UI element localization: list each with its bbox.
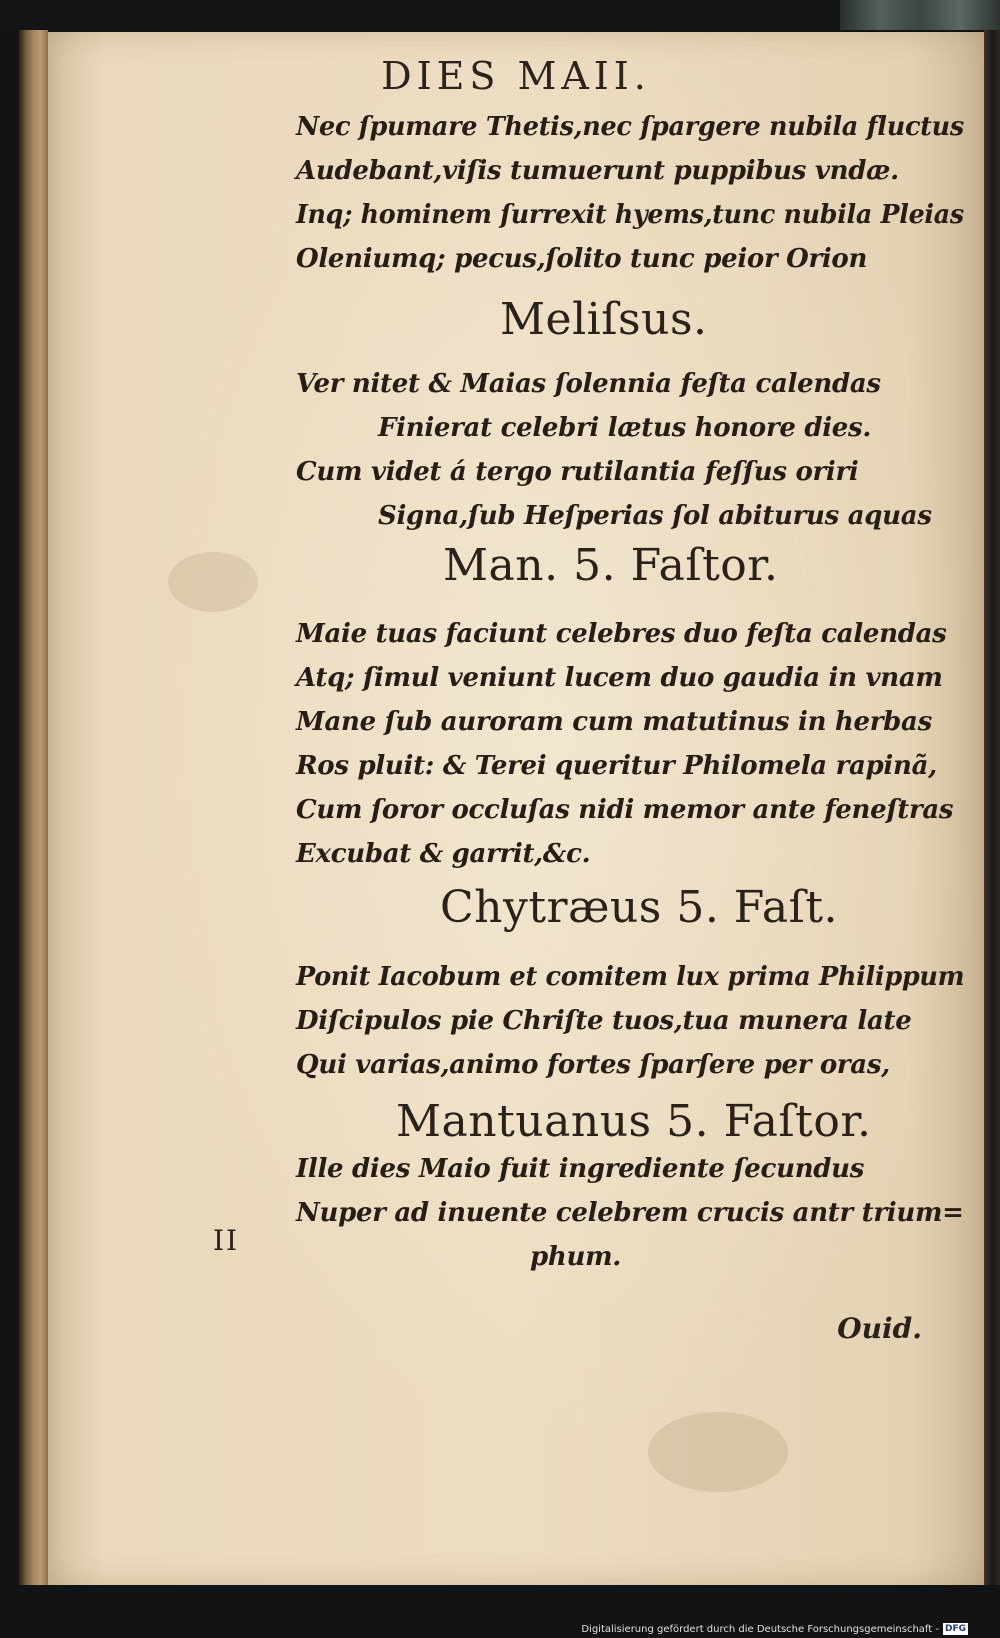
book-page <box>48 32 984 1585</box>
verse-line: Finierat celebri lætus honore dies. <box>378 413 872 443</box>
catchword: Ouid. <box>837 1312 922 1345</box>
verse-line: Ver nitet & Maias ſolennia feſta calendas <box>296 369 881 399</box>
verse-line: Nec ſpumare Thetis,nec ſpargere nubila fluctus <box>296 112 964 142</box>
verse-line: Excubat & garrit,&c. <box>296 839 591 869</box>
cloth-background <box>840 0 1000 30</box>
verse-line: Signa,ſub Heſperias ſol abiturus aquas <box>378 501 932 531</box>
verse-line: Ros pluit: & Terei queritur Philomela rapinã, <box>296 751 937 781</box>
book-edge <box>18 30 48 1585</box>
signature-mark: II <box>213 1224 240 1257</box>
paper-stain <box>168 552 258 612</box>
verse-line: Maie tuas faciunt celebres duo feſta calendas <box>296 619 947 649</box>
section-heading: Mantuanus 5. Faſtor. <box>396 1096 872 1147</box>
verse-line: Nuper ad inuente celebrem crucis antr trium= <box>296 1198 964 1228</box>
verse-line: Atq; ſimul veniunt lucem duo gaudia in vnam <box>296 663 943 693</box>
verse-line: Ille dies Maio fuit ingrediente ſecundus <box>296 1154 865 1184</box>
digitization-credit <box>581 1622 968 1636</box>
credit-text: Digitalisierung gefördert durch die Deutsche Forschungsgemeinschaft - <box>581 1623 939 1635</box>
dfg-logo: DFG <box>944 1624 966 1634</box>
section-heading: Man. 5. Faſtor. <box>443 540 779 591</box>
verse-line: Inq; hominem ſurrexit hyems,tunc nubila Pleias <box>296 200 964 230</box>
verse-line: Audebant,viſis tumuerunt puppibus vndæ. <box>296 156 899 186</box>
section-heading: Chytræus 5. Faſt. <box>440 882 839 933</box>
verse-line: Qui varias,animo fortes ſparſere per oras, <box>296 1050 890 1080</box>
verse-line: phum. <box>530 1242 622 1272</box>
verse-line: Diſcipulos pie Chriſte tuos,tua munera late <box>296 1006 912 1036</box>
verse-line: Mane ſub auroram cum matutinus in herbas <box>296 707 932 737</box>
verse-line: Ponit Iacobum et comitem lux prima Philippum <box>296 962 965 992</box>
section-heading: Meliſsus. <box>500 294 708 345</box>
running-head: DIES MAII. <box>381 54 651 98</box>
verse-line: Oleniumq; pecus,ſolito tunc peior Orion <box>296 244 868 274</box>
verse-line: Cum ſoror occluſas nidi memor ante feneſtras <box>296 795 954 825</box>
verse-line: Cum videt á tergo rutilantia feſſus oriri <box>296 457 859 487</box>
book-binding-edge <box>984 30 1000 1585</box>
paper-stain <box>648 1412 788 1492</box>
